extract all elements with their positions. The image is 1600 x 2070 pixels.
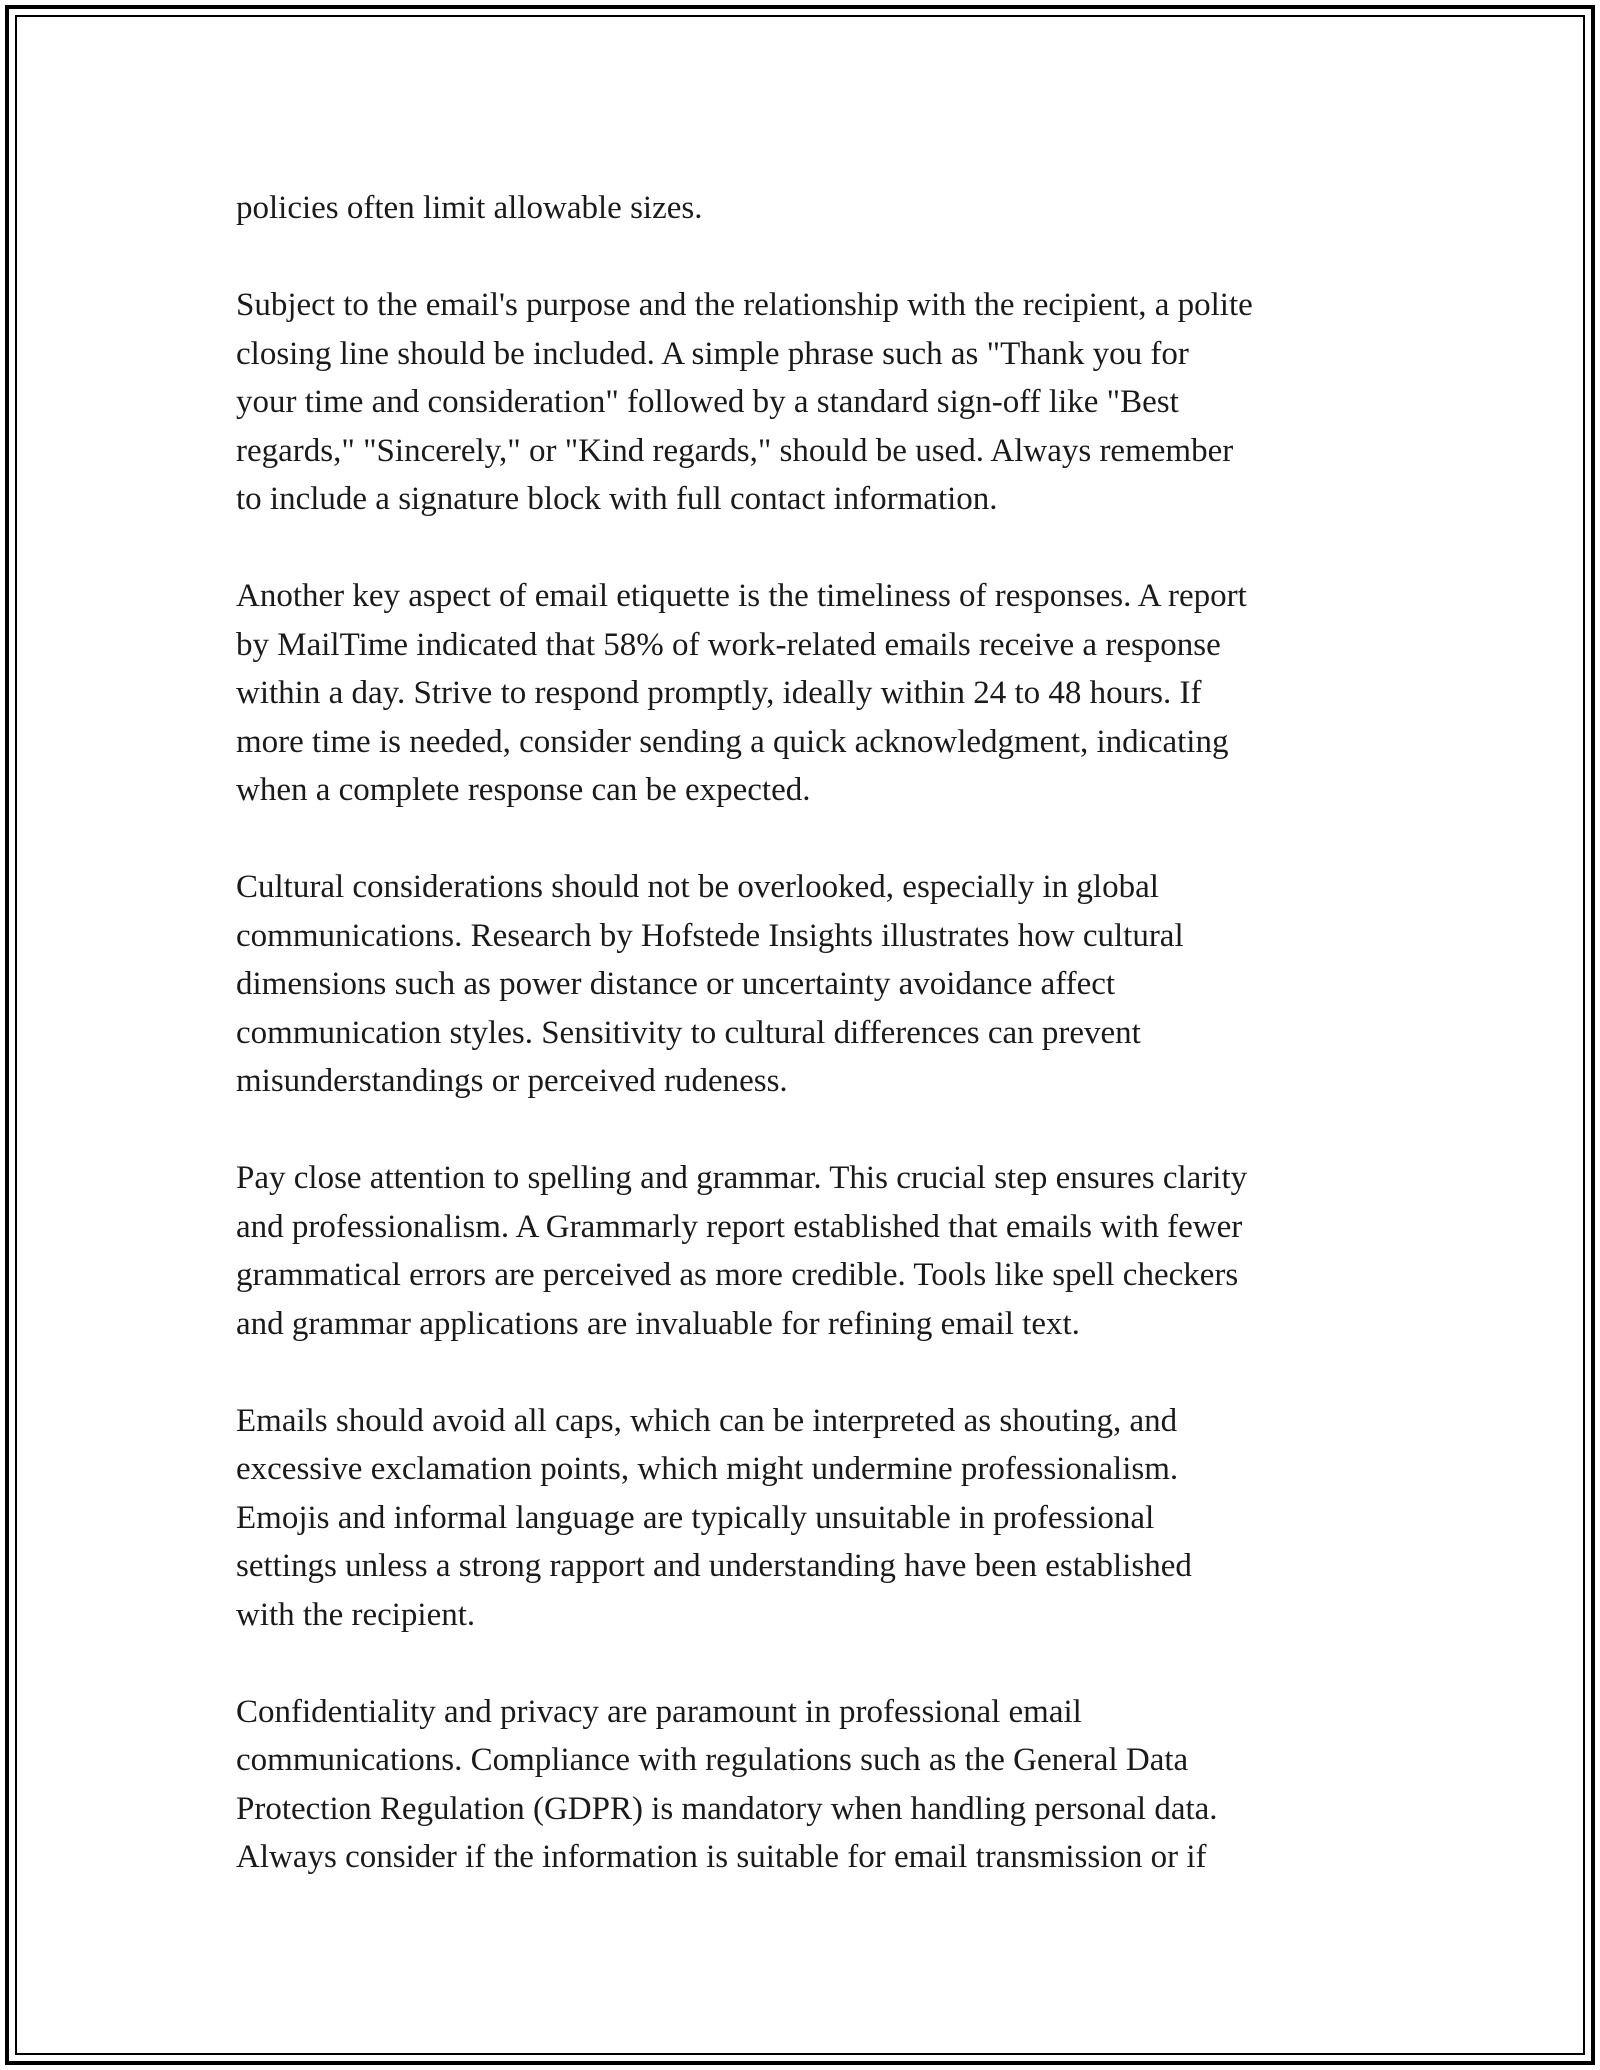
paragraph-timeliness: Another key aspect of email etiquette is the timeliness of responses. A report by MailTime indicated that 58% of work-related emails receive a response within a day. Strive to respond promptly, ideally within 24 to 48 hours. If more time is needed, consider sending a quick acknowledgment, indicating when a complete response can be expected. xyxy=(236,578,1247,808)
paragraph-confidentiality: Confidentiality and privacy are paramount in professional email communications. Compliance with regulations such as the General Data Protection Regulation (GDPR) is mandatory when handling personal data. Always consider if the information is suitable for email transmission or if xyxy=(236,1693,1218,1875)
document-body xyxy=(236,184,1376,1882)
paragraph-cultural-considerations: Cultural considerations should not be overlooked, especially in global communications. Research by Hofstede Insights illustrates how cultural dimensions such as power distance or uncertainty avoidance affect communication styles. Sensitivity to cultural differences can prevent misunderstandings or perceived rudeness. xyxy=(236,869,1184,1099)
paragraph-attachment-policies: policies often limit allowable sizes. xyxy=(236,190,703,226)
paragraph-caps-exclamation: Emails should avoid all caps, which can be interpreted as shouting, and excessive exclamation points, which might undermine professionalism. Emojis and informal language are typically unsuitable in professional settings unless a strong rapport and understanding have been established with the recipient. xyxy=(236,1402,1192,1633)
paragraph-spelling-grammar: Pay close attention to spelling and grammar. This crucial step ensures clarity and professionalism. A Grammarly report established that emails with fewer grammatical errors are perceived as more credible. Tools like spell checkers and grammar applications are invaluable for refining email text. xyxy=(236,1160,1248,1342)
paragraph-closing-line: Subject to the email's purpose and the relationship with the recipient, a polite closing line should be included. A simple phrase such as "Thank you for your time and consideration" followed by a standard sign-off like "Best regards," "Sincerely," or "Kind regards," should be used. Always remember to include a signature block with full contact information. xyxy=(236,287,1253,517)
